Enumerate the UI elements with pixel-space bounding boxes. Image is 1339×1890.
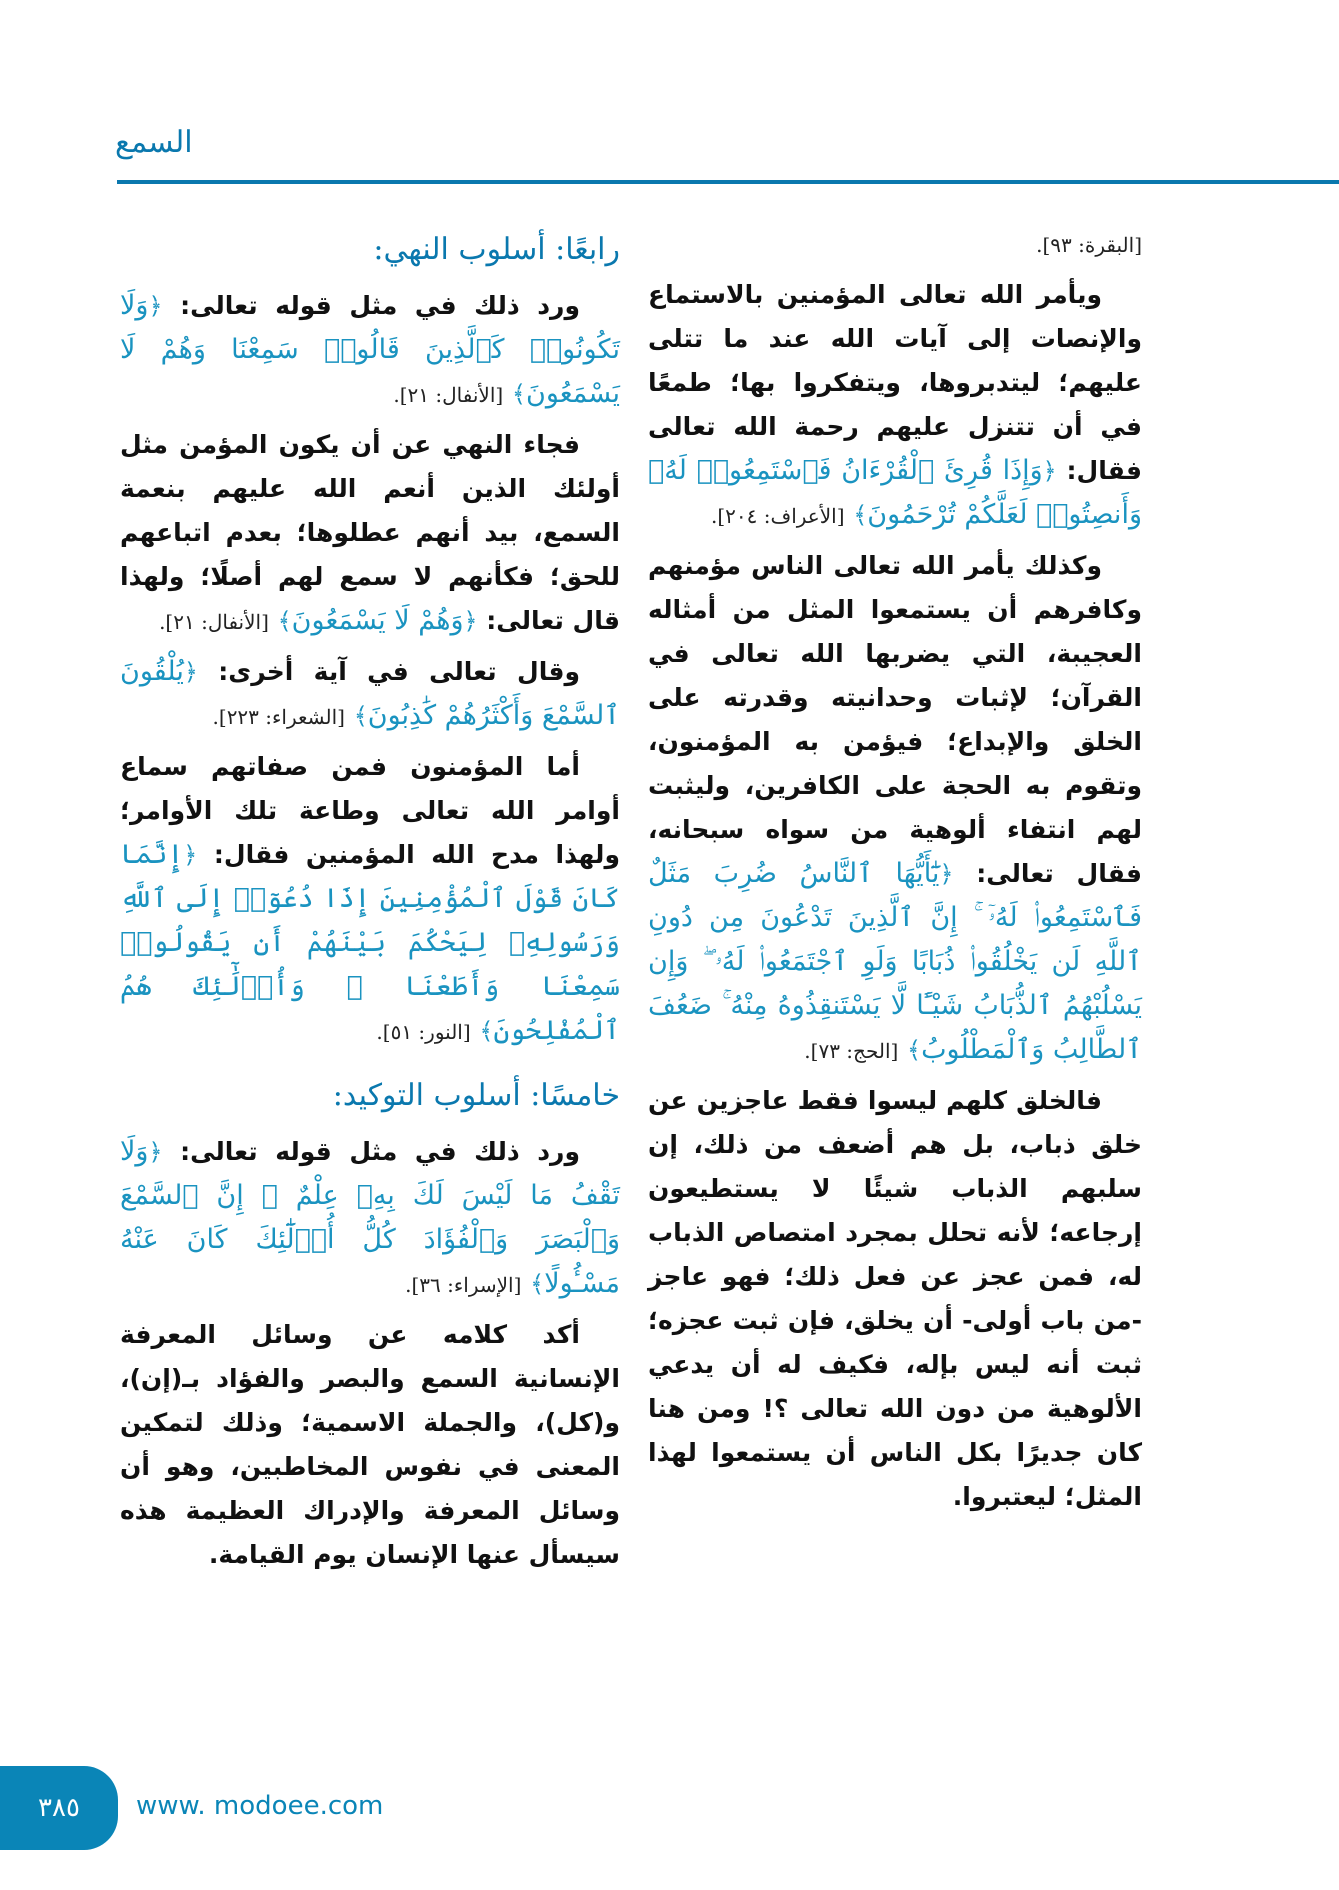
paragraph-text: ويأمر الله تعالى المؤمنين بالاستماع والإنصات إلى آيات الله عند ما تتلى عليهم؛ ليتدبروها، ويتفكروا بها؛ طمعًا في أن تتنزل عليهم رحمة الله تعالى فقال:: [648, 280, 1142, 485]
ornament-close-icon: ﴾: [277, 607, 292, 635]
paragraph-believers: [120, 745, 620, 1054]
ornament-open-icon: ﴿: [1042, 457, 1057, 485]
paragraph-another-verse: [120, 650, 620, 739]
paragraph-text: أما المؤمنون فمن صفاتهم سماع أوامر الله تعالى وطاعة تلك الأوامر؛ ولهذا مدح الله المؤمنين فقال:: [120, 752, 620, 869]
page-number-badge: ٣٨٥: [0, 1766, 118, 1850]
quran-verse: وَإِذَا قُرِئَ ٱلْقُرْءَانُ فَٱسْتَمِعُوا۟ لَهُۥ وَأَنصِتُوا۟ لَعَلَّكُمْ تُرْحَمُونَ: [648, 455, 1142, 530]
verse-reference: [الشعراء: ٢٢٣].: [212, 705, 345, 729]
verse-reference: [النور: ٥١].: [376, 1020, 471, 1044]
paragraph-text: ورد ذلك في مثل قوله تعالى:: [180, 291, 580, 320]
verse-reference: [الأنفال: ٢١].: [159, 610, 269, 634]
ornament-open-icon: ﴿: [148, 292, 163, 320]
ornament-open-icon: ﴿: [463, 607, 478, 635]
paragraph-text: فالخلق كلهم ليسوا فقط عاجزين عن خلق ذباب، بل هم أضعف من ذلك، إن سلبهم الذباب شيئًا لا يستطيعون إرجاعه؛ لأنه تحلل بمجرد امتصاص الذباب له، فمن عجز عن فعل ذلك؛ فهو عاجز -من باب أولى- أن يخلق، فإن ثبت عجزه؛ ثبت أنه ليس بإله، فكيف له أن يدعي الألوهية من دون الله تعالى ؟! ومن هنا كان جديرًا بكل الناس أن يستمعوا لهذا المثل؛ ليعتبروا.: [648, 1086, 1142, 1511]
ornament-close-icon: ﴾: [853, 501, 868, 529]
paragraph-emphasis-explanation: [120, 1313, 620, 1577]
quran-verse: وَلَا تَقْفُ مَا لَيْسَ لَكَ بِهِۦ عِلْمٌ ۚ إِنَّ ٱلسَّمْعَ وَٱلْبَصَرَ وَٱلْفُؤَادَ كُلُّ أُو۟لَٰٓئِكَ كَانَ عَنْهُ مَسْـُٔولًا: [120, 1136, 620, 1299]
paragraph-listening: [648, 273, 1142, 538]
ornament-close-icon: ﴾: [479, 1017, 494, 1045]
ornament-close-icon: ﴾: [353, 702, 368, 730]
paragraph-emphasis-verse: [120, 1130, 620, 1307]
ornament-close-icon: ﴾: [530, 1270, 545, 1298]
left-column: [120, 222, 620, 1583]
reference-baqarah: [البقرة: ٩٣].: [1036, 233, 1142, 257]
section-heading-prohibition: رابعًا: أسلوب النهي:: [373, 232, 620, 267]
paragraph-creation: [648, 1079, 1142, 1519]
paragraph-prohibition-explanation: [120, 423, 620, 644]
verse-reference: [الأنفال: ٢١].: [393, 383, 504, 407]
quran-verse: وَلَا تَكُونُوا۟ كَٱلَّذِينَ قَالُوا۟ سَمِعْنَا وَهُمْ لَا يَسْمَعُونَ: [120, 290, 620, 409]
paragraph-parable: [648, 544, 1142, 1073]
paragraph-text: أكد كلامه عن وسائل المعرفة الإنسانية السمع والبصر والفؤاد بـ(إن)، و(كل)، والجملة الاسمية؛ وذلك لتمكين المعنى في نفوس المخاطبين، وهو أن وسائل المعرفة والإدراك العظيمة هذه سيسأل عنها الإنسان يوم القيامة.: [120, 1320, 620, 1569]
quran-verse: يُلْقُونَ ٱلسَّمْعَ وَأَكْثَرُهُمْ كَٰذِبُونَ: [120, 656, 620, 731]
quran-verse: وَهُمْ لَا يَسْمَعُونَ: [291, 605, 464, 636]
paragraph-text: وقال تعالى في آية أخرى:: [218, 657, 580, 686]
quran-verse: يَٰٓأَيُّهَا ٱلنَّاسُ ضُرِبَ مَثَلٌ فَٱسْتَمِعُوا۟ لَهُۥٓ ۚ إِنَّ ٱلَّذِينَ تَدْعُونَ مِن دُونِ ٱللَّهِ لَن يَخْلُقُوا۟ ذُبَابًا وَلَوِ ٱجْتَمَعُوا۟ لَهُۥ ۖ وَإِن يَسْلُبْهُمُ ٱلذُّبَابُ شَيْـًٔا لَّا يَسْتَنقِذُوهُ مِنْهُ ۚ ضَعُفَ ٱلطَّالِبُ وَٱلْمَطْلُوبُ: [648, 858, 1142, 1065]
ornament-close-icon: ﴾: [907, 1036, 922, 1064]
verse-reference: [الأعراف: ٢٠٤].: [710, 504, 845, 528]
right-column: [648, 222, 1142, 1525]
ornament-open-icon: ﴿: [148, 1138, 163, 1166]
running-title: السمع: [115, 125, 193, 160]
section-heading-emphasis: خامسًا: أسلوب التوكيد:: [332, 1078, 620, 1113]
ornament-open-icon: ﴿: [183, 841, 198, 869]
quran-verse: إِنَّمَا كَانَ قَوْلَ ٱلْمُؤْمِنِينَ إِذَا دُعُوٓا۟ إِلَى ٱللَّهِ وَرَسُولِهِۦ لِيَحْكُمَ بَيْنَهُمْ أَن يَقُولُوا۟ سَمِعْنَا وَأَطَعْنَا ۚ وَأُو۟لَٰٓئِكَ هُمُ ٱلْمُفْلِحُونَ: [120, 839, 620, 1046]
website-link[interactable]: www. modoee.com: [136, 1791, 384, 1821]
paragraph-prohibition-verse: [120, 284, 620, 417]
paragraph-text: فجاء النهي عن أن يكون المؤمن مثل أولئك الذين أنعم الله عليهم بنعمة السمع، بيد أنهم عطلوها؛ بعدم اتباعهم للحق؛ فكأنهم لا سمع لهم أصلًا؛ ولهذا قال تعالى:: [120, 430, 620, 635]
ornament-close-icon: ﴾: [511, 380, 526, 408]
paragraph-text: وكذلك يأمر الله تعالى الناس مؤمنهم وكافرهم أن يستمعوا المثل من أمثاله العجيبة، التي يضربها الله تعالى في القرآن؛ لإثبات وحدانيته وقدرته على الخلق والإبداع؛ فيؤمن به المؤمنون، وتقوم به الحجة على الكافرين، وليثبت لهم انتفاء ألوهية من سواه سبحانه، فقال تعالى:: [648, 551, 1142, 888]
verse-reference: [الحج: ٧٣].: [804, 1039, 899, 1063]
header-rule: [117, 180, 1339, 184]
ornament-open-icon: ﴿: [183, 658, 198, 686]
ornament-open-icon: ﴿: [939, 860, 954, 888]
paragraph-text: ورد ذلك في مثل قوله تعالى:: [180, 1137, 580, 1166]
verse-reference: [الإسراء: ٣٦].: [405, 1273, 522, 1297]
